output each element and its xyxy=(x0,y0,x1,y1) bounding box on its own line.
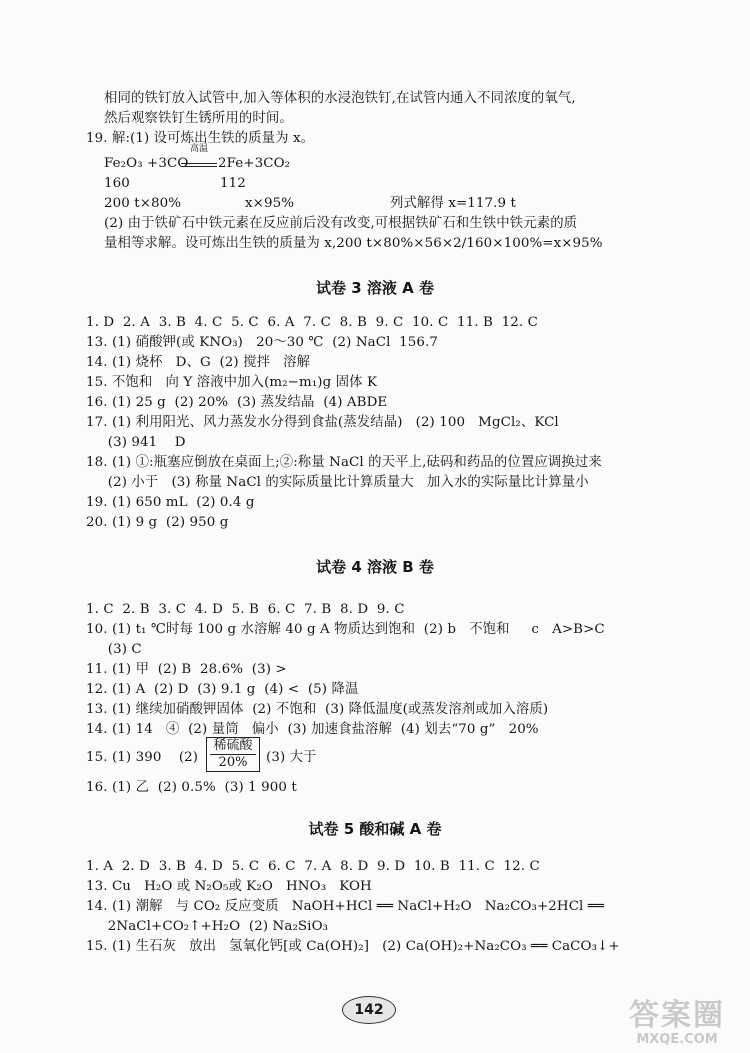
answer-line: 15. (1) 生石灰 放出 氢氧化钙[或 Ca(OH)₂] (2) Ca(OH)₂+Na₂CO₃ ══ CaCO₃↓+ xyxy=(86,939,620,954)
equation-equals-line xyxy=(181,166,217,167)
answer-line: 1. A 2. D 3. B 4. D 5. C 6. C 7. A 8. D 9. D 10. B 11. C 12. C xyxy=(86,859,540,874)
equation-right: 2Fe+3CO₂ xyxy=(218,156,291,171)
answer-line: 16. (1) 25 g (2) 20% (3) 蒸发结晶 (4) ABDE xyxy=(86,395,388,410)
section-title: 试卷 4 溶液 B 卷 xyxy=(316,558,434,576)
text-line: 量相等求解。设可炼出生铁的质量为 x,200 t×80%×56×2/160×100%=x×95% xyxy=(104,236,603,251)
section-title: 试卷 3 溶液 A 卷 xyxy=(316,279,434,297)
answer-line: 11. (1) 甲 (2) B 28.6% (3) > xyxy=(86,662,287,677)
watermark-logo xyxy=(612,1000,742,1047)
answer-line: 13. (1) 继续加硝酸钾固体 (2) 不饱和 (3) 降低温度(或蒸发溶剂或加入溶质) xyxy=(86,702,549,717)
answer-line: 12. (1) A (2) D (3) 9.1 g (4) < (5) 降温 xyxy=(86,682,359,697)
answer-line: 16. (1) 乙 (2) 0.5% (3) 1 900 t xyxy=(86,780,297,795)
watermark-url: MXQE.COM xyxy=(636,1032,718,1047)
answer-line: 2NaCl+CO₂↑+H₂O (2) Na₂SiO₃ xyxy=(86,919,329,934)
watermark-text: 答案圈 xyxy=(629,998,725,1033)
answer-line: 14. (1) 潮解 与 CO₂ 反应变质 NaOH+HCl ══ NaCl+H₂O Na₂CO₃+2HCl ══ xyxy=(86,899,605,914)
answer-line: (3) 大于 xyxy=(266,750,317,765)
text-line: 相同的铁钉放入试管中,加入等体积的水浸泡铁钉,在试管内通入不同浓度的氧气, xyxy=(104,91,576,106)
text-line: x×95% xyxy=(245,196,295,211)
label-box-bottom: 20% xyxy=(210,754,256,771)
answer-line: 14. (1) 14 ④ (2) 量筒 偏小 (3) 加速食盐溶解 (4) 划去“70 g” 20% xyxy=(86,722,539,737)
equation-equals-line xyxy=(181,163,217,164)
answer-line: (3) 941 D xyxy=(86,435,186,450)
text-line: 200 t×80% xyxy=(104,196,182,211)
answer-line: 20. (1) 9 g (2) 950 g xyxy=(86,515,229,530)
answer-line: 15. 不饱和 向 Y 溶液中加入(m₂−m₁)g 固体 K xyxy=(86,375,378,390)
text-line: 160 xyxy=(104,176,130,191)
answer-line: 1. D 2. A 3. B 4. C 5. C 6. A 7. C 8. B 9. C 10. C 11. B 12. C xyxy=(86,315,538,330)
answer-line: 17. (1) 利用阳光、风力蒸发水分得到食盐(蒸发结晶) (2) 100 MgCl₂、KCl xyxy=(86,415,559,430)
text-line: 列式解得 x=117.9 t xyxy=(390,196,516,211)
answer-line: 18. (1) ①:瓶塞应倒放在桌面上;②:称量 NaCl 的天平上,砝码和药品的位置应调换过来 xyxy=(86,455,602,470)
answer-line: 14. (1) 烧杯 D、G (2) 搅拌 溶解 xyxy=(86,355,311,370)
answer-line: (2) 小于 (3) 称量 NaCl 的实际质量比计算质量大 加入水的实际量比计算量小 xyxy=(86,475,589,490)
answer-line: 13. (1) 硝酸钾(或 KNO₃) 20～30 ℃ (2) NaCl 156.7 xyxy=(86,335,438,350)
answer-line: 15. (1) 390 (2) xyxy=(86,750,199,765)
label-box xyxy=(206,737,260,772)
text-line: (2) 由于铁矿石中铁元素在反应前后没有改变,可根据铁矿石和生铁中铁元素的质 xyxy=(104,216,578,231)
equation-condition: 高温 xyxy=(190,144,209,154)
text-line: 然后观察铁钉生锈所用的时间。 xyxy=(104,111,293,126)
answer-line: 19. (1) 650 mL (2) 0.4 g xyxy=(86,495,255,510)
answer-line: 1. C 2. B 3. C 4. D 5. B 6. C 7. B 8. D 9. C xyxy=(86,602,405,617)
equation-left: Fe₂O₃ +3CO xyxy=(104,156,189,171)
text-line: 19. 解:(1) 设可炼出生铁的质量为 x。 xyxy=(86,131,315,146)
answer-line: 10. (1) t₁ ℃时每 100 g 水溶解 40 g A 物质达到饱和 (2) b 不饱和 c A>B>C xyxy=(86,622,605,637)
label-box-top: 稀硫酸 xyxy=(213,738,253,753)
page-number: 142 xyxy=(342,996,396,1024)
section-title: 试卷 5 酸和碱 A 卷 xyxy=(308,820,442,838)
answer-line: (3) C xyxy=(86,642,142,657)
answer-line: 13. Cu H₂O 或 N₂O₅或 K₂O HNO₃ KOH xyxy=(86,879,372,894)
text-line: 112 xyxy=(220,176,246,191)
